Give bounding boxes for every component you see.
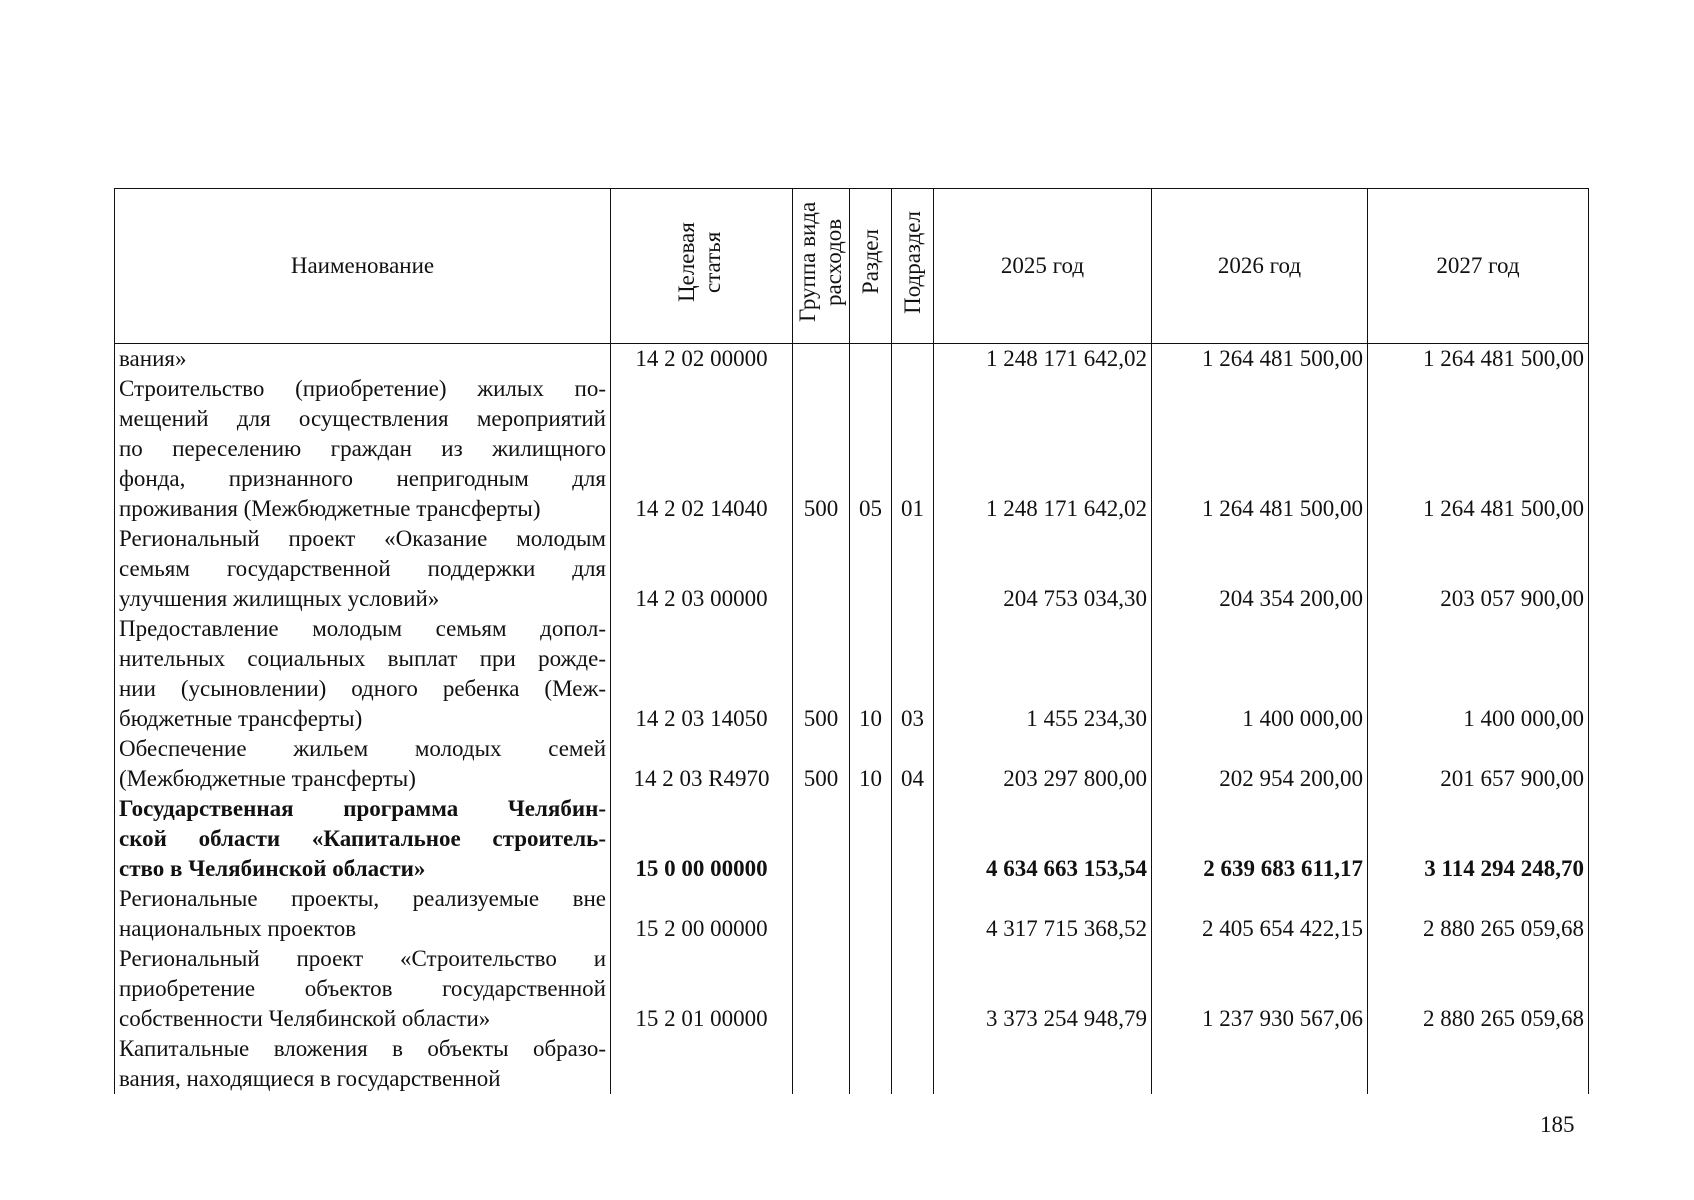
row-name-line: ской области «Капитальное строитель- [119, 826, 606, 851]
row-name [115, 884, 611, 944]
row-name-line: по переселению граждан из жилищного [119, 436, 606, 461]
row-name-line: Региональный проект «Оказание молодым [119, 526, 606, 551]
header-section: Раздел [850, 189, 892, 344]
row-amount-2025: 203 297 800,00 [934, 734, 1152, 794]
table-row [115, 344, 1589, 375]
table-header-row [115, 189, 1589, 344]
row-amount-2025: 3 373 254 948,79 [934, 944, 1152, 1034]
row-name-line: приобретение объектов государственной [119, 976, 606, 1001]
row-amount-2027: 203 057 900,00 [1368, 524, 1589, 614]
row-amount-2025 [934, 1034, 1152, 1094]
row-amount-2027: 2 880 265 059,68 [1368, 944, 1589, 1034]
row-amount-2025: 4 317 715 368,52 [934, 884, 1152, 944]
row-name-line: собственности Челябинской области» [119, 1006, 491, 1031]
row-name [115, 794, 611, 884]
row-name-line: улучшения жилищных условий» [119, 586, 440, 611]
table-row [115, 944, 1589, 1034]
row-section [850, 344, 892, 375]
row-amount-2025: 1 248 171 642,02 [934, 344, 1152, 375]
header-year-2025: 2025 год [934, 189, 1152, 344]
row-target-article: 14 2 03 00000 [611, 524, 793, 614]
row-amount-2026 [1152, 1034, 1368, 1094]
row-amount-2027: 1 264 481 500,00 [1368, 344, 1589, 375]
row-amount-2026: 1 400 000,00 [1152, 614, 1368, 734]
row-section [850, 1034, 892, 1094]
row-subsection [892, 1034, 934, 1094]
row-section: 05 [850, 374, 892, 524]
row-target-article: 15 0 00 00000 [611, 794, 793, 884]
row-expense-group [793, 884, 850, 944]
row-amount-2025: 204 753 034,30 [934, 524, 1152, 614]
row-amount-2027: 2 880 265 059,68 [1368, 884, 1589, 944]
row-name [115, 344, 611, 375]
row-expense-group [793, 344, 850, 375]
row-name [115, 944, 611, 1034]
row-name-line: (Межбюджетные трансферты) [119, 766, 416, 791]
table-body [115, 344, 1589, 1095]
row-expense-group: 500 [793, 374, 850, 524]
row-name-line: вания, находящиеся в государственной [119, 1066, 501, 1091]
row-name-line: нительных социальных выплат при рожде- [119, 646, 606, 671]
row-target-article [611, 1034, 793, 1094]
row-amount-2027 [1368, 1034, 1589, 1094]
row-subsection: 03 [892, 614, 934, 734]
row-name [115, 524, 611, 614]
row-name-line: мещений для осуществления мероприятий [119, 406, 606, 431]
row-section [850, 884, 892, 944]
row-section: 10 [850, 734, 892, 794]
row-section: 10 [850, 614, 892, 734]
row-expense-group [793, 524, 850, 614]
row-target-article: 14 2 02 14040 [611, 374, 793, 524]
row-name-line: нии (усыновлении) одного ребенка (Меж- [119, 676, 606, 701]
row-amount-2026: 1 237 930 567,06 [1152, 944, 1368, 1034]
budget-table [114, 188, 1589, 1094]
table-row [115, 614, 1589, 734]
row-amount-2026: 1 264 481 500,00 [1152, 344, 1368, 375]
header-subsection: Подраздел [892, 189, 934, 344]
row-amount-2027: 1 264 481 500,00 [1368, 374, 1589, 524]
row-expense-group [793, 1034, 850, 1094]
row-name-line: семьям государственной поддержки для [119, 556, 606, 581]
row-amount-2027: 1 400 000,00 [1368, 614, 1589, 734]
row-amount-2026: 204 354 200,00 [1152, 524, 1368, 614]
row-subsection: 01 [892, 374, 934, 524]
row-amount-2027: 201 657 900,00 [1368, 734, 1589, 794]
row-expense-group: 500 [793, 734, 850, 794]
row-name-line: ство в Челябинской области» [119, 856, 426, 881]
row-name-line: фонда, признанного непригодным для [119, 466, 606, 491]
row-name-line: Региональные проекты, реализуемые вне [119, 886, 606, 911]
page-number: 185 [1540, 1112, 1575, 1137]
row-amount-2025: 1 455 234,30 [934, 614, 1152, 734]
row-subsection [892, 524, 934, 614]
row-name-line: Строительство (приобретение) жилых по- [119, 376, 606, 401]
row-name-line: Предоставление молодым семьям допол- [119, 616, 606, 641]
row-target-article: 14 2 02 00000 [611, 344, 793, 375]
row-expense-group [793, 794, 850, 884]
row-name [115, 1034, 611, 1094]
row-subsection: 04 [892, 734, 934, 794]
table-row [115, 1034, 1589, 1094]
header-target-article: Целевая статья [611, 189, 793, 344]
row-subsection [892, 794, 934, 884]
row-amount-2025: 4 634 663 153,54 [934, 794, 1152, 884]
row-name-line: вания» [119, 346, 187, 371]
row-section [850, 794, 892, 884]
row-expense-group: 500 [793, 614, 850, 734]
row-section [850, 524, 892, 614]
row-name-line: Государственная программа Челябин- [119, 796, 606, 821]
header-year-2027: 2027 год [1368, 189, 1589, 344]
row-name-line: Обеспечение жильем молодых семей [119, 736, 606, 761]
table-row [115, 734, 1589, 794]
row-name-line: бюджетные трансферты) [119, 706, 363, 731]
row-subsection [892, 944, 934, 1034]
row-amount-2026: 1 264 481 500,00 [1152, 374, 1368, 524]
header-expense-group: Группа вида расходов [793, 189, 850, 344]
row-amount-2026: 2 405 654 422,15 [1152, 884, 1368, 944]
row-amount-2026: 202 954 200,00 [1152, 734, 1368, 794]
row-subsection [892, 344, 934, 375]
row-target-article: 14 2 03 14050 [611, 614, 793, 734]
row-name-line: Региональный проект «Строительство и [119, 946, 606, 971]
row-target-article: 15 2 01 00000 [611, 944, 793, 1034]
row-name-line: Капитальные вложения в объекты образо- [119, 1036, 606, 1061]
header-name: Наименование [115, 189, 611, 344]
table-row [115, 884, 1589, 944]
row-name [115, 374, 611, 524]
row-expense-group [793, 944, 850, 1034]
row-name [115, 734, 611, 794]
row-amount-2025: 1 248 171 642,02 [934, 374, 1152, 524]
row-section [850, 944, 892, 1034]
row-name-line: национальных проектов [119, 916, 357, 941]
table-row [115, 794, 1589, 884]
table-row [115, 524, 1589, 614]
row-target-article: 14 2 03 R4970 [611, 734, 793, 794]
row-target-article: 15 2 00 00000 [611, 884, 793, 944]
row-name-line: проживания (Межбюджетные трансферты) [119, 496, 541, 521]
row-amount-2027: 3 114 294 248,70 [1368, 794, 1589, 884]
row-amount-2026: 2 639 683 611,17 [1152, 794, 1368, 884]
row-subsection [892, 884, 934, 944]
row-name [115, 614, 611, 734]
header-year-2026: 2026 год [1152, 189, 1368, 344]
table-row [115, 374, 1589, 524]
